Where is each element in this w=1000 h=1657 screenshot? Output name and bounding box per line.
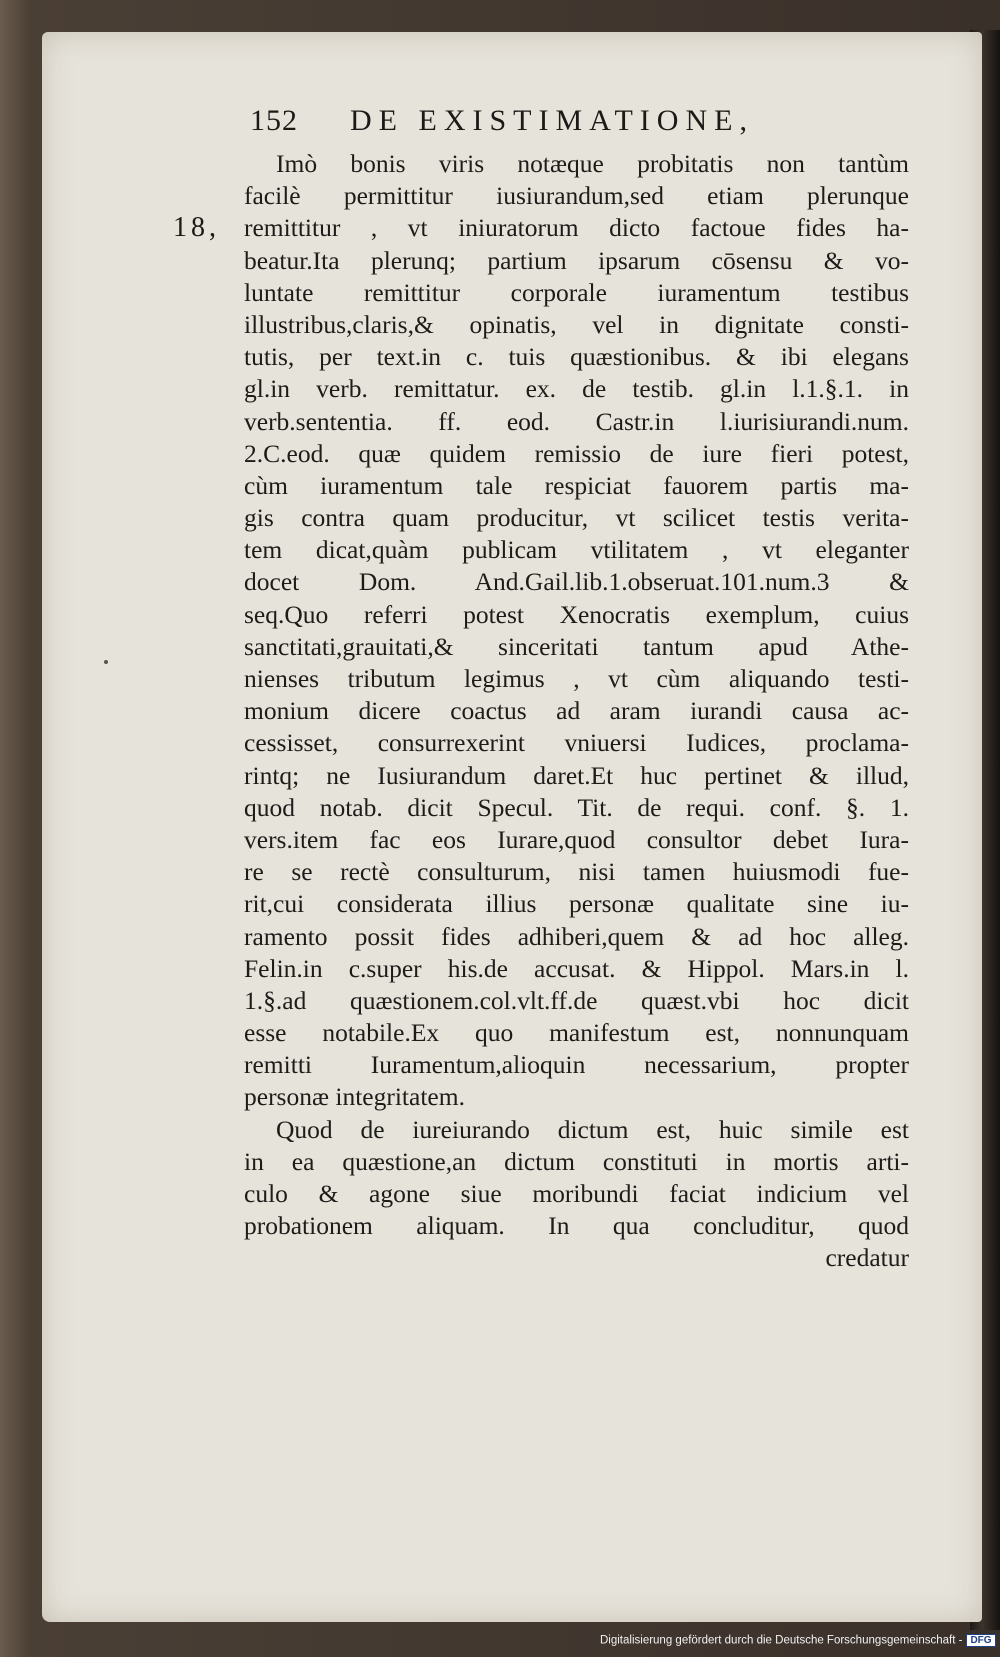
text-line: tutis, per text.in c. tuis quæstionibus. & ibi elegans	[244, 342, 909, 372]
text-line: gl.in verb. remittatur. ex. de testib. gl.in l.1.§.1. in	[244, 374, 909, 404]
text-line: illustribus,claris,& opinatis, vel in dignitate consti-	[244, 309, 909, 339]
text-line: cùm iuramentum tale respiciat fauorem partis ma-	[244, 470, 909, 500]
text-line: re se rectè consulturum, nisi tamen huiusmodi fue-	[244, 857, 909, 887]
text-line: gis contra quam producitur, vt scilicet testis verita-	[244, 503, 909, 533]
digitization-footer	[600, 1634, 995, 1654]
text-line: remittitur , vt iniuratorum dicto factoue fides ha-	[244, 213, 909, 243]
text-line: personæ integritatem.	[244, 1082, 465, 1112]
text-line: remitti Iuramentum,alioquin necessarium, propter	[244, 1050, 909, 1080]
text-line: Quod de iureiurando dictum est, huic simile est	[276, 1114, 909, 1144]
text-line: vers.item fac eos Iurare,quod consultor debet Iura-	[244, 824, 909, 854]
text-line: seq.Quo referri potest Xenocratis exemplum, cuius	[244, 599, 909, 629]
text-line: rit,cui considerata illius personæ qualitate sine iu-	[244, 889, 909, 919]
running-head	[250, 104, 900, 144]
text-line: docet Dom. And.Gail.lib.1.obseruat.101.num.3 &	[244, 567, 909, 597]
text-line: rintq; ne Iusiurandum daret.Et huc pertinet & illud,	[244, 760, 909, 790]
text-line: in ea quæstione,an dictum constituti in mortis arti-	[244, 1146, 909, 1176]
dfg-logo: DFG	[966, 1634, 995, 1647]
footer-text: Digitalisierung gefördert durch die Deutsche Forschungsgemeinschaft -	[600, 1634, 963, 1647]
running-title: DE EXISTIMATIONE,	[350, 104, 754, 137]
text-line: verb.sententia. ff. eod. Castr.in l.iurisiurandi.num.	[244, 406, 909, 436]
text-line: 2.C.eod. quæ quidem remissio de iure fieri potest,	[244, 438, 909, 468]
margin-note: 18,	[173, 212, 220, 243]
text-line: quod notab. dicit Specul. Tit. de requi. conf. §. 1.	[244, 792, 909, 822]
text-line: probationem aliquam. In qua concluditur, quod	[244, 1211, 909, 1241]
text-line: sanctitati,grauitati,& sinceritati tantum apud Athe-	[244, 631, 909, 661]
text-line: 1.§.ad quæstionem.col.vlt.ff.de quæst.vbi hoc dicit	[244, 985, 909, 1015]
catchword: credatur	[825, 1243, 909, 1273]
text-line: facilè permittitur iusiurandum,sed etiam plerunque	[244, 181, 909, 211]
text-line: Imò bonis viris notæque probitatis non tantùm	[276, 149, 909, 178]
text-line: beatur.Ita plerunq; partium ipsarum cōsensu & vo-	[244, 245, 909, 275]
page-number: 152	[250, 104, 298, 137]
text-line: cessisset, consurrexerint vniuersi Iudices, proclama-	[244, 728, 909, 758]
body-text	[244, 148, 909, 1308]
text-line: tem dicat,quàm publicam vtilitatem , vt eleganter	[244, 535, 909, 565]
text-line: luntate remittitur corporale iuramentum testibus	[244, 277, 909, 307]
text-line: ramento possit fides adhiberi,quem & ad hoc alleg.	[244, 921, 909, 951]
text-line: monium dicere coactus ad aram iurandi causa ac-	[244, 696, 909, 726]
text-line: Felin.in c.super his.de accusat. & Hippol. Mars.in l.	[244, 953, 909, 983]
ink-speck	[104, 660, 108, 664]
text-line: culo & agone siue moribundi faciat indicium vel	[244, 1179, 909, 1208]
text-line: nienses tributum legimus , vt cùm aliquando testi-	[244, 664, 909, 693]
text-line: esse notabile.Ex quo manifestum est, nonnunquam	[244, 1018, 909, 1048]
